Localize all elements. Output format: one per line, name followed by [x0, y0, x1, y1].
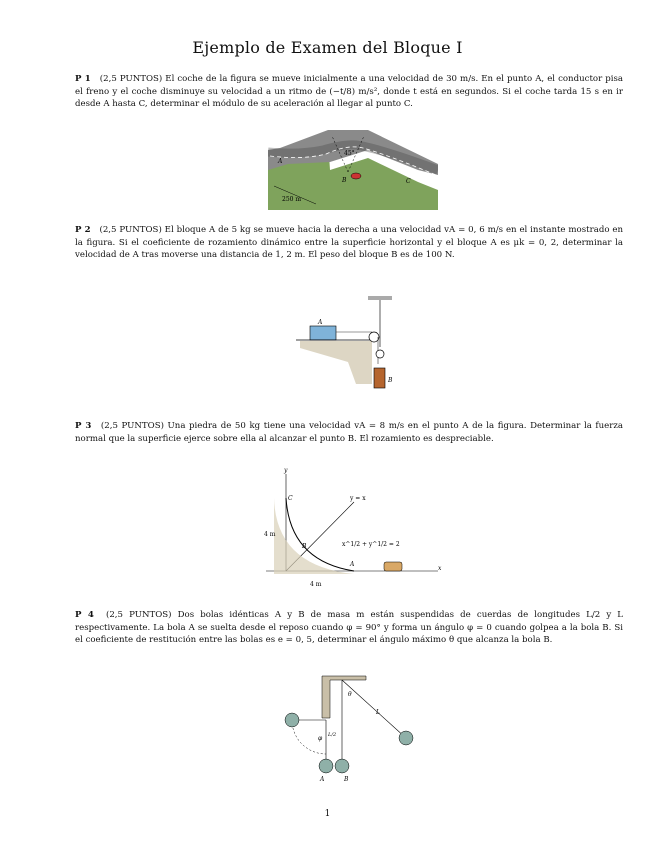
ball-b-label: B: [344, 776, 349, 782]
problem-text: (2,5 PUNTOS) El coche de la figura se mueve inicialmente a una velocidad de 30 m/s. En el punto A, el conductor pisa el freno y el coche disminuye su velocidad a un ritmo de (−t/8) m/s², donde t está en segundos. Si el coche tarda 15 s en ir desde A hasta C, determinar el módulo de su aceleración al llegar al punto C.: [75, 74, 623, 110]
figure-curved-road: [268, 130, 438, 210]
stone: [384, 562, 402, 571]
figure-curved-surface: [250, 466, 445, 596]
axis-x-label: x: [438, 565, 442, 572]
figure-pendulums: [282, 664, 422, 782]
problem-label: P 1: [75, 74, 91, 84]
axis-y-label: y: [284, 467, 288, 474]
ball-a-label: A: [320, 776, 325, 782]
point-a-label: A: [350, 561, 355, 568]
page-number: 1: [324, 809, 331, 819]
point-a-label: A: [278, 158, 283, 165]
line-label: y = x: [350, 495, 366, 502]
width-label: 4 m: [310, 581, 322, 588]
page-title: Ejemplo de Examen del Bloque I: [192, 38, 463, 57]
block-a-label: A: [318, 319, 323, 326]
problem-text: (2,5 PUNTOS) El bloque A de 5 kg se mueve hacia la derecha a una velocidad vA = 0, 6 m/s en el instante mostrado en la figura. Si el coeficiente de rozamiento dinámico entre la superficie horizontal y el bloque A es μk = 0, 2, determinar la velocidad de A tras moverse una distancia de 1, 2 m. El peso del bloque B es de 100 N.: [75, 225, 623, 261]
ball-a: [319, 759, 333, 773]
block-a: [310, 326, 336, 340]
problem-label: P 2: [75, 225, 91, 235]
height-label: 4 m: [264, 531, 276, 538]
problem-label: P 3: [75, 421, 92, 431]
phi-label: φ: [318, 735, 323, 742]
ball-b: [335, 759, 349, 773]
problem-4: [75, 609, 623, 647]
problem-3: [75, 420, 623, 445]
problem-label: P 4: [75, 610, 94, 620]
problem-1: [75, 73, 623, 111]
car: [351, 173, 361, 179]
angle-label: 45°: [344, 150, 355, 157]
problem-text: (2,5 PUNTOS) Dos bolas idénticas A y B de masa m están suspendidas de cuerdas de longitudes L/2 y L respectivamente. La bola A se suelta desde el reposo cuando φ = 90° y forma un ángulo φ = 0 cuando golpea a la bola B. Si el coeficiente de restitución entre las bolas es e = 0, 5, determinar el ángulo máximo θ que alcanza la bola B.: [75, 610, 624, 646]
block-b: [374, 368, 385, 388]
len-b-label: L: [376, 709, 380, 716]
len-a-label: L/2: [328, 732, 337, 738]
figure-block-pulley: [296, 292, 406, 392]
point-c-label: C: [288, 495, 293, 502]
point-b-label: B: [302, 543, 307, 550]
problem-2: [75, 224, 623, 262]
curve-label: x^1/2 + y^1/2 = 2: [342, 541, 400, 548]
theta-label: θ: [348, 691, 352, 698]
block-b-label: B: [388, 377, 393, 384]
problem-text: (2,5 PUNTOS) Una piedra de 50 kg tiene una velocidad vA = 8 m/s en el punto A de la figura. Determinar la fuerza normal que la superficie ejerce sobre ella al alcanzar el punto B. El rozamiento es despreciable.: [75, 421, 623, 444]
length-label: 250 m: [282, 196, 302, 203]
point-b-label: B: [342, 177, 347, 184]
point-c-label: C: [406, 178, 411, 185]
pulley: [369, 332, 379, 342]
